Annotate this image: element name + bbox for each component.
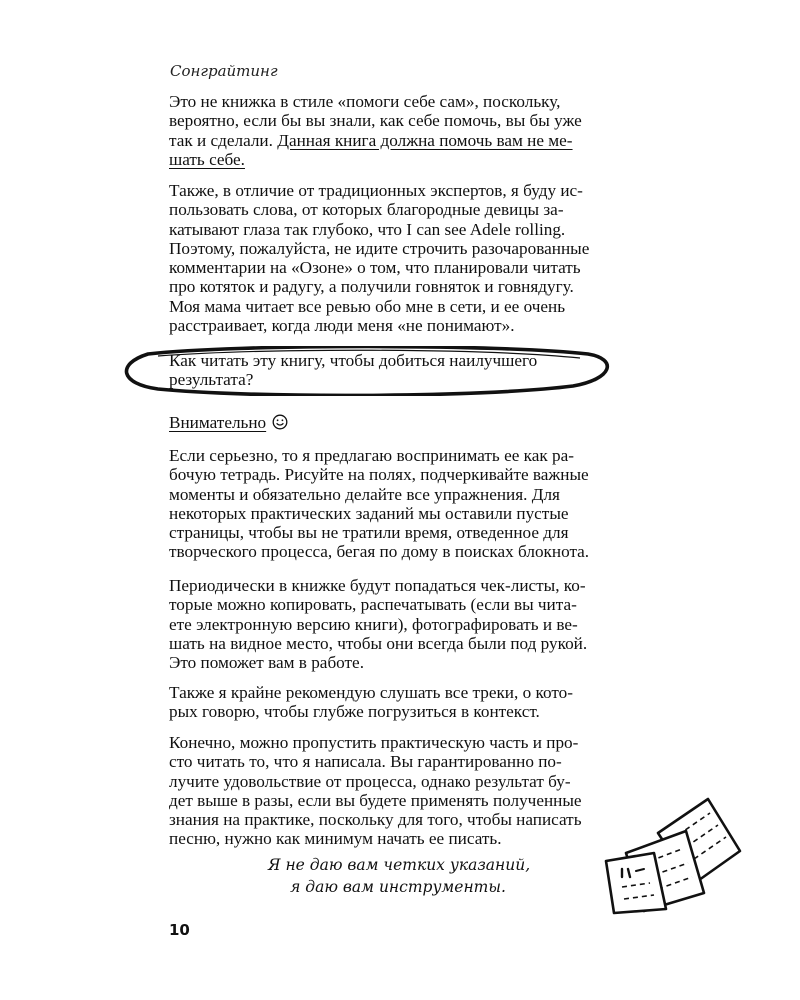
text-line: Это не книжка в стиле «помоги себе сам», поскольку, (169, 92, 561, 111)
text-line: дет выше в разы, если вы будете применять полученные (169, 790, 582, 810)
text-line: сто читать то, что я написала. Вы гарантированно по- (169, 752, 562, 772)
subhead-text: Внимательно (169, 413, 267, 432)
text-line: некоторых практических заданий мы оставили пустые (169, 503, 569, 523)
subhead (169, 413, 288, 433)
text-line: Периодически в книжке будут попадаться чек-листы, ко- (169, 576, 586, 595)
text-line: Если серьезно, то я предлагаю воспринимать ее как ра- (169, 446, 574, 465)
text-line: шать на видное место, чтобы они всегда были под рукой. (169, 633, 588, 653)
text-line: торые можно копировать, распечатывать (если вы чита- (169, 595, 577, 615)
scattered-papers-icon (600, 795, 750, 915)
text-line: расстраивает, когда люди меня «не понимают». (169, 316, 515, 336)
text-line: лучите удовольствие от процесса, однако результат бу- (169, 771, 571, 791)
text-line: про котяток и радугу, а получили говняток и говнядугу. (169, 277, 574, 297)
paragraph-intro (169, 92, 639, 169)
text-line: ете электронную версию книги), фотографировать и ве- (169, 614, 578, 634)
text-line: результата? (169, 370, 254, 390)
text-line: пользовать слова, от которых благородные девицы за- (169, 200, 564, 220)
paragraph-tracks (169, 683, 639, 722)
handwritten-quote (268, 854, 531, 898)
smiley-icon (272, 414, 288, 430)
text-line: комментарии на «Озоне» о том, что планировали читать (169, 258, 581, 278)
text-line: знания на практике, поскольку для того, чтобы написать (169, 810, 582, 830)
text-line: Это поможет вам в работе. (169, 653, 364, 673)
text-line: Моя мама читает все ревью обо мне в сети, и ее очень (169, 296, 566, 316)
text-line: катывают глаза так глубоко, что I can see Adele rolling. (169, 219, 566, 239)
text-line: Конечно, можно пропустить практическую часть и про- (169, 733, 579, 752)
text-line: Также, в отличие от традиционных экспертов, я буду ис- (169, 181, 583, 200)
paragraph-language (169, 181, 639, 335)
text-line: Как читать эту книгу, чтобы добиться наилучшего (169, 351, 538, 370)
text-line: бочую тетрадь. Рисуйте на полях, подчеркивайте важные (169, 465, 589, 485)
paragraph-checklists (169, 576, 639, 672)
paragraph-workbook (169, 446, 639, 562)
underlined-text: Данная книга должна помочь вам не ме- (277, 130, 573, 150)
text-fragment: так и сделали. (169, 130, 278, 150)
paragraph-practice (169, 733, 639, 849)
text-line: Также я крайне рекомендую слушать все треки, о кото- (169, 683, 573, 702)
text-line: Поэтому, пожалуйста, не идите строчить разочарованные (169, 238, 590, 258)
section-heading-text (169, 351, 537, 390)
text-line (169, 131, 639, 150)
text-line: песню, нужно как минимум начать ее писать. (169, 829, 502, 849)
text-line: моменты и обязательно делайте все упражнения. Для (169, 484, 560, 504)
text-line: вероятно, если бы вы знали, как себе помочь, вы бы уже (169, 111, 582, 131)
underlined-text: шать себе. (169, 149, 245, 169)
quote-line: я даю вам инструменты. (290, 878, 506, 896)
quote-line: Я не даю вам четких указаний, (268, 856, 531, 874)
text-line: рых говорю, чтобы глубже погрузиться в контекст. (169, 702, 540, 722)
page-number: 10 (169, 921, 190, 939)
text-line: творческого процесса, бегая по дому в поисках блокнота. (169, 542, 590, 562)
section-heading (118, 346, 618, 396)
running-head: Сонграйтинг (170, 62, 278, 80)
text-line: страницы, чтобы вы не тратили время, отведенное для (169, 523, 569, 543)
